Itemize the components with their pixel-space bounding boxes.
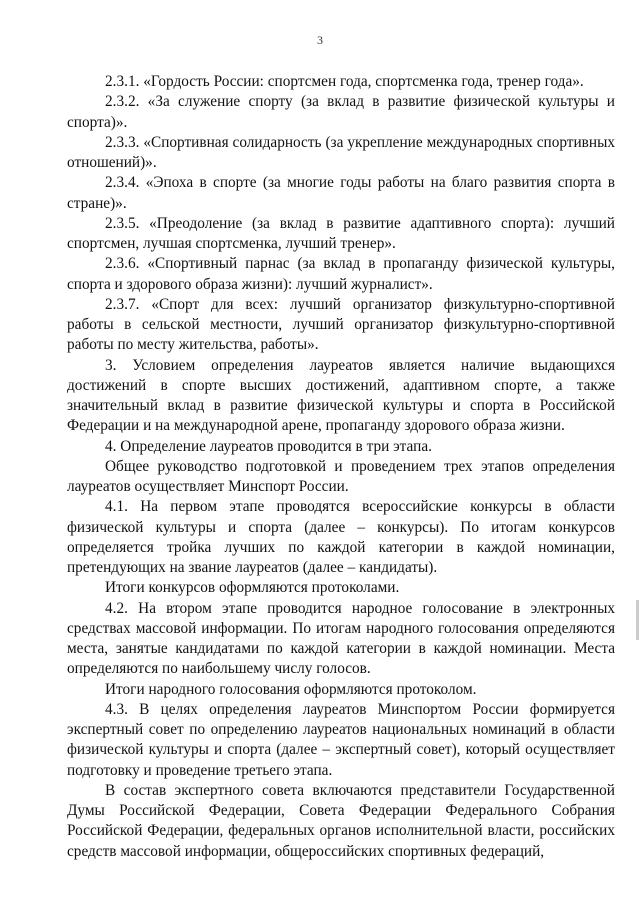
paragraph-2-3-5: 2.3.5. «Преодоление (за вклад в развитие адаптивного спорта): лучший спортсмен, лучшая спортсменка, лучший тренер». (67, 214, 615, 252)
paragraph-2-3-6: 2.3.6. «Спортивный парнас (за вклад в пропаганду физической культуры, спорта и здорового образа жизни): лучший журналист». (67, 255, 615, 293)
paragraph-2-3-1: 2.3.1. «Гордость России: спортсмен года, спортсменка года, тренер года». (105, 73, 584, 90)
paragraph-4-2: 4.2. На втором этапе проводится народное голосование в электронных средствах массовой информации. По итогам народного голосования определяются места, занятые кандидатами по каждой категории в каждой номинации. Места определяются по наибольшему числу голосов. (67, 599, 615, 678)
paragraph-4: 4. Определение лауреатов проводится в три этапа. (105, 437, 432, 455)
paragraph-4-2-results: Итоги народного голосования оформляются протоколом. (105, 680, 477, 698)
paragraph-4-3: 4.3. В целях определения лауреатов Минспортом России формируется экспертный совет по определению лауреатов национальных номинаций в области физической культуры и спорта (далее – экспертный совет), который осуществляет подготовку и проведение третьего этапа. (67, 700, 615, 779)
paragraph-3: 3. Условием определения лауреатов является наличие выдающихся достижений в спорте высших достижений, адаптивном спорте, а также значительный вклад в развитие физической культуры и спорта в Российской Федерации и на международной арене, пропаганду здорового образа жизни. (67, 356, 615, 435)
paragraph-2-3-2: 2.3.2. «За служение спорту (за вклад в развитие физической культуры и спорта)». (67, 93, 615, 131)
scan-edge-mark (636, 600, 639, 640)
paragraph-4-3-composition: В состав экспертного совета включаются представители Государственной Думы Российской Федерации, Совета Федерации Федерального Собрания Российской Федерации, федеральных органов исполнительной власти, российских средств массовой информации, общероссийских спортивных федераций, (67, 781, 615, 860)
paragraph-4-1: 4.1. На первом этапе проводятся всероссийские конкурсы в области физической культуры и спорта (далее – конкурсы). По итогам конкурсов определяется тройка лучших по каждой категории в каждой номинации, претендующих на звание лауреатов (далее – кандидаты). (67, 498, 615, 576)
paragraph-2-3-4: 2.3.4. «Эпоха в спорте (за многие годы работы на благо развития спорта в стране)». (67, 174, 615, 212)
paragraph-2-3-7: 2.3.7. «Спорт для всех: лучший организатор физкультурно-спортивной работы в сельской местности, лучший организатор физкультурно-спортивной работы по месту жительства, работы». (67, 295, 615, 354)
page-number: 3 (317, 33, 323, 47)
paragraph-2-3-3: 2.3.3. «Спортивная солидарность (за укрепление международных спортивных отношений)». (67, 133, 615, 171)
paragraph-4-general: Общее руководство подготовкой и проведением трех этапов определения лауреатов осуществляет Минспорт России. (67, 457, 615, 495)
document-body (67, 72, 615, 862)
paragraph-4-1-results: Итоги конкурсов оформляются протоколами. (105, 579, 400, 597)
